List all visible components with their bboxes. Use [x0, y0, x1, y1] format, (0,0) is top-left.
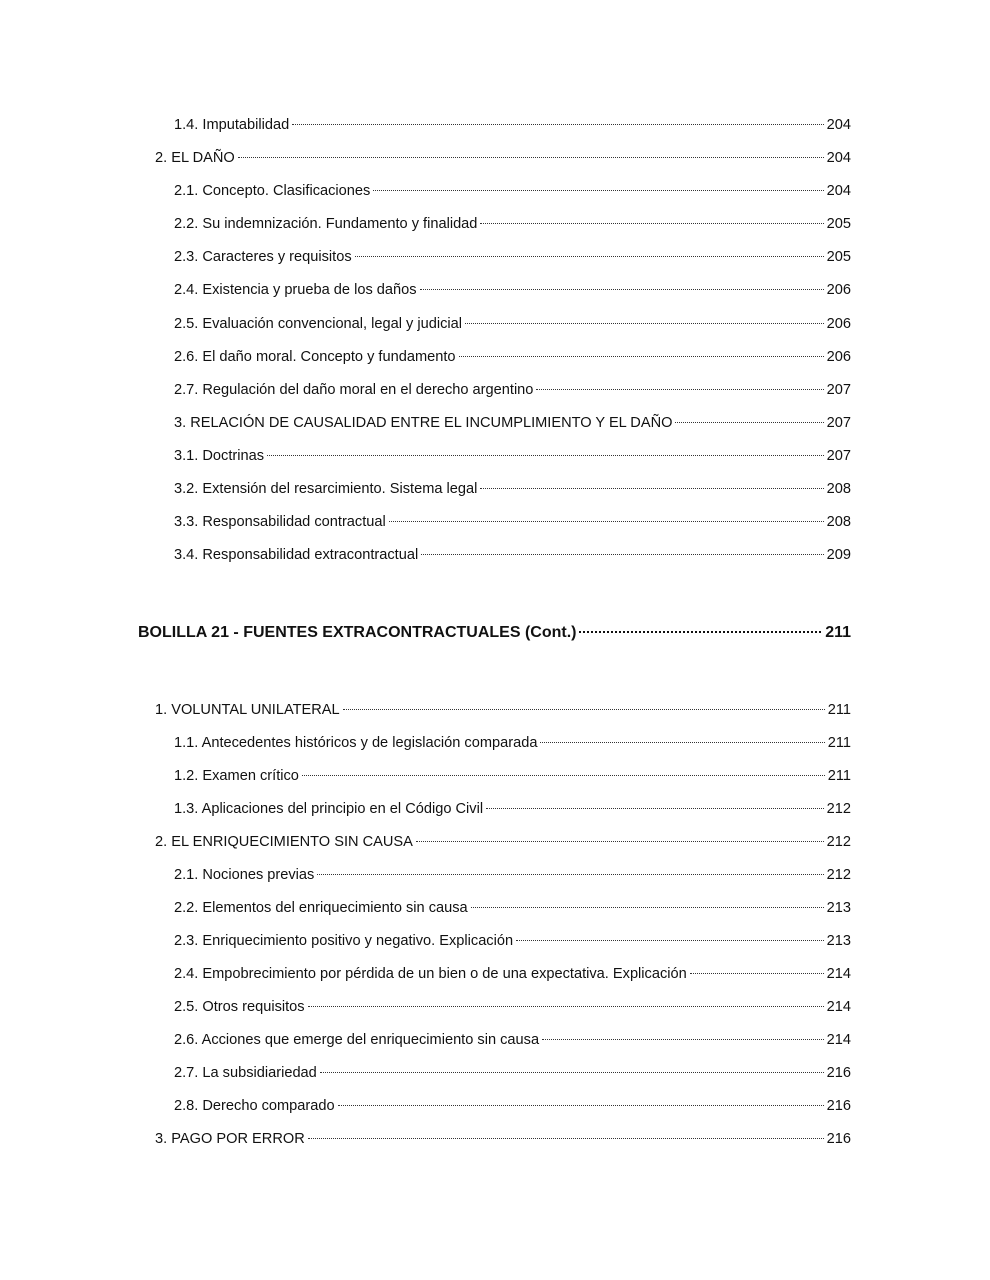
toc-entry-label: 1. VOLUNTAL UNILATERAL	[155, 702, 340, 718]
toc-entry-label: 2.8. Derecho comparado	[174, 1098, 335, 1114]
toc-entry-page: 207	[826, 415, 851, 431]
toc-entry-label: 1.4. Imputabilidad	[174, 117, 290, 133]
toc-entry-page: 216	[826, 1065, 851, 1081]
toc-entry-page: 212	[826, 867, 851, 883]
toc-entry[interactable]	[155, 832, 851, 852]
toc-entry-page: 204	[826, 183, 851, 199]
dot-leader	[343, 709, 825, 710]
toc-entry[interactable]	[155, 700, 851, 720]
toc-entry-label: 2.4. Existencia y prueba de los daños	[174, 282, 417, 298]
dot-leader	[420, 289, 824, 290]
dot-leader	[389, 521, 824, 522]
toc-entry-label: 2.5. Otros requisitos	[174, 999, 305, 1015]
dot-leader	[540, 742, 824, 743]
toc-entry[interactable]	[174, 479, 851, 499]
toc-entry-page: 206	[826, 282, 851, 298]
toc-entry-page: 214	[826, 1032, 851, 1048]
dot-leader	[536, 389, 823, 390]
toc-entry[interactable]	[174, 997, 851, 1017]
dot-leader	[302, 775, 825, 776]
dot-leader	[465, 323, 824, 324]
toc-entry-page: 211	[827, 735, 851, 751]
dot-leader	[516, 940, 824, 941]
toc-entry[interactable]	[155, 1129, 851, 1149]
dot-leader	[480, 488, 823, 489]
toc-entry-page: 204	[826, 150, 851, 166]
dot-leader	[579, 631, 822, 633]
toc-entry-page: 208	[826, 514, 851, 530]
dot-leader	[317, 874, 823, 875]
dot-leader	[238, 157, 824, 158]
toc-entry-page: 204	[826, 117, 851, 133]
toc-entry[interactable]	[174, 314, 851, 334]
chapter-heading-page: 211	[825, 624, 851, 641]
dot-leader	[471, 907, 824, 908]
toc-entry[interactable]	[174, 347, 851, 367]
toc-entry-page: 213	[826, 933, 851, 949]
toc-chapter-heading[interactable]	[138, 622, 851, 644]
toc-entry-label: 3.1. Doctrinas	[174, 448, 265, 464]
toc-entry[interactable]	[174, 413, 851, 433]
dot-leader	[486, 808, 824, 809]
toc-entry[interactable]	[174, 280, 851, 300]
dot-leader	[308, 1138, 824, 1139]
toc-entry[interactable]	[174, 1096, 851, 1116]
toc-entry-label: 2.6. Acciones que emerge del enriquecimiento sin causa	[174, 1032, 540, 1048]
toc-entry-label: 3.4. Responsabilidad extracontractual	[174, 547, 419, 563]
toc-entry[interactable]	[174, 799, 851, 819]
toc-entry-label: 1.2. Examen crítico	[174, 768, 299, 784]
dot-leader	[320, 1072, 824, 1073]
toc-entry-page: 213	[826, 900, 851, 916]
toc-entry-page: 214	[826, 999, 851, 1015]
toc-entry-label: 3.3. Responsabilidad contractual	[174, 514, 386, 530]
toc-entry[interactable]	[174, 1063, 851, 1083]
toc-entry-page: 206	[826, 316, 851, 332]
toc-entry-page: 207	[826, 382, 851, 398]
toc-entry-page: 212	[826, 801, 851, 817]
toc-entry-label: 2.3. Caracteres y requisitos	[174, 249, 352, 265]
toc-entry-page: 212	[826, 834, 851, 850]
toc-entry-label: 2.7. Regulación del daño moral en el derecho argentino	[174, 382, 534, 398]
toc-entry-page: 216	[826, 1131, 851, 1147]
toc-entry[interactable]	[174, 766, 851, 786]
toc-entry-label: 1.3. Aplicaciones del principio en el Código Civil	[174, 801, 484, 817]
toc-entry[interactable]	[174, 1030, 851, 1050]
toc-entry[interactable]	[174, 214, 851, 234]
toc-entry[interactable]	[174, 545, 851, 565]
toc-entry-page: 206	[826, 349, 851, 365]
toc-entry-label: 3.2. Extensión del resarcimiento. Sistema legal	[174, 481, 478, 497]
dot-leader	[421, 554, 823, 555]
toc-entry-label: 3. PAGO POR ERROR	[155, 1131, 305, 1147]
toc-entry-label: 2. EL DAÑO	[155, 150, 235, 166]
toc-entry-label: 1.1. Antecedentes históricos y de legislación comparada	[174, 735, 538, 751]
toc-entry[interactable]	[174, 247, 851, 267]
toc-entry-label: 2.2. Su indemnización. Fundamento y finalidad	[174, 216, 478, 232]
toc-entry-label: 2. EL ENRIQUECIMIENTO SIN CAUSA	[155, 834, 413, 850]
toc-entry[interactable]	[174, 512, 851, 532]
toc-entry[interactable]	[174, 964, 851, 984]
dot-leader	[542, 1039, 824, 1040]
toc-entry-page: 208	[826, 481, 851, 497]
dot-leader	[459, 356, 824, 357]
toc-entry[interactable]	[174, 898, 851, 918]
toc-entry-page: 207	[826, 448, 851, 464]
toc-entry-page: 216	[826, 1098, 851, 1114]
toc-entry-page: 205	[826, 216, 851, 232]
toc-entry-label: 3. RELACIÓN DE CAUSALIDAD ENTRE EL INCUMPLIMIENTO Y EL DAÑO	[174, 415, 673, 431]
dot-leader	[338, 1105, 824, 1106]
toc-entry-page: 209	[826, 547, 851, 563]
chapter-heading-label: BOLILLA 21 - FUENTES EXTRACONTRACTUALES (Cont.)	[138, 624, 577, 641]
toc-entry-label: 2.1. Nociones previas	[174, 867, 315, 883]
toc-entry[interactable]	[155, 148, 851, 168]
toc-entry-label: 2.3. Enriquecimiento positivo y negativo. Explicación	[174, 933, 514, 949]
toc-entry-page: 205	[826, 249, 851, 265]
toc-entry-page: 214	[826, 966, 851, 982]
dot-leader	[373, 190, 823, 191]
dot-leader	[355, 256, 824, 257]
dot-leader	[675, 422, 823, 423]
toc-entry-label: 2.5. Evaluación convencional, legal y judicial	[174, 316, 462, 332]
toc-entry[interactable]	[174, 115, 851, 135]
toc-entry[interactable]	[174, 865, 851, 885]
dot-leader	[292, 124, 823, 125]
dot-leader	[416, 841, 824, 842]
toc-entry-label: 2.4. Empobrecimiento por pérdida de un bien o de una expectativa. Explicación	[174, 966, 687, 982]
toc-entry[interactable]	[174, 446, 851, 466]
dot-leader	[690, 973, 824, 974]
toc-entry[interactable]	[174, 733, 851, 753]
dot-leader	[308, 1006, 824, 1007]
toc-entry[interactable]	[174, 181, 851, 201]
toc-entry-label: 2.6. El daño moral. Concepto y fundamento	[174, 349, 456, 365]
toc-entry-label: 2.2. Elementos del enriquecimiento sin causa	[174, 900, 468, 916]
toc-entry-label: 2.1. Concepto. Clasificaciones	[174, 183, 371, 199]
toc-entry-page: 211	[827, 768, 851, 784]
toc-entry-label: 2.7. La subsidiariedad	[174, 1065, 317, 1081]
toc-entry-page: 211	[827, 702, 851, 718]
toc-entry[interactable]	[174, 380, 851, 400]
dot-leader	[267, 455, 824, 456]
toc-entry[interactable]	[174, 931, 851, 951]
dot-leader	[480, 223, 823, 224]
